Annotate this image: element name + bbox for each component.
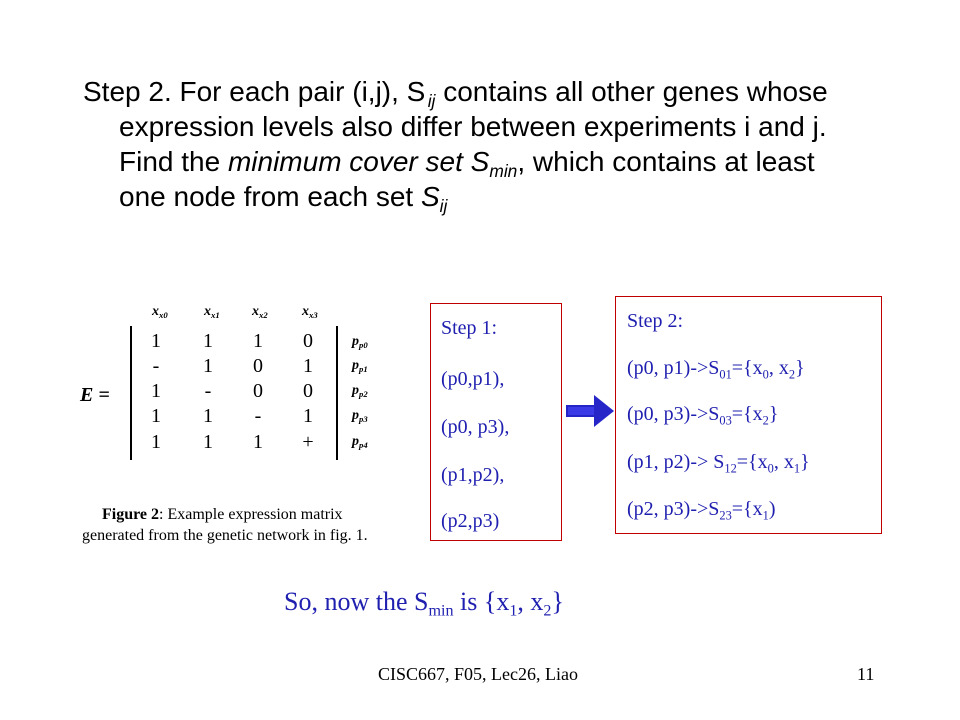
step2-subscript: 2 bbox=[762, 413, 769, 428]
step2-subscript: 03 bbox=[719, 413, 732, 428]
step2-subscript: 01 bbox=[719, 367, 732, 382]
matrix-cell: 1 bbox=[303, 405, 313, 427]
row-label-sub: p1 bbox=[359, 364, 368, 375]
step2-subscript: 12 bbox=[724, 461, 737, 476]
matrix-cell: + bbox=[302, 431, 314, 453]
heading-text: contains all other genes whose bbox=[435, 76, 828, 107]
step2-text: ={x bbox=[736, 451, 768, 473]
step2-subscript: 1 bbox=[793, 461, 801, 476]
step2-text: (p0, p1)->S bbox=[627, 357, 720, 379]
matrix-cell: 1 bbox=[203, 405, 213, 427]
row-label-sub: p3 bbox=[359, 414, 368, 425]
matrix-cell: - bbox=[204, 380, 212, 402]
conclusion-part: } bbox=[551, 587, 564, 616]
heading-line-2 bbox=[83, 109, 883, 144]
step2-text: ={x bbox=[731, 403, 763, 425]
row-label: $p_{p4}$ bbox=[352, 434, 368, 451]
matrix-cell: 1 bbox=[253, 330, 263, 352]
step2-text: (p2, p3)->S bbox=[627, 498, 720, 520]
heading-subscript: ij bbox=[439, 196, 448, 217]
step2-row bbox=[627, 357, 805, 380]
step2-text: ) bbox=[768, 498, 776, 520]
heading-text: Find the bbox=[119, 146, 228, 177]
matrix-right-bar bbox=[336, 326, 338, 460]
column-header: $x_{x3}$ bbox=[302, 304, 318, 321]
step2-text: (p0, p3)->S bbox=[627, 403, 720, 425]
step1-item: (p2,p3) bbox=[441, 510, 500, 532]
row-label: $p_{p3}$ bbox=[352, 408, 368, 425]
conclusion-part: is {x bbox=[453, 587, 510, 616]
conclusion-part: So, now the S bbox=[284, 587, 429, 616]
column-header: $x_{x1}$ bbox=[204, 304, 220, 321]
row-label-sub: p2 bbox=[359, 389, 368, 400]
matrix-left-bar bbox=[130, 326, 132, 460]
step1-item: (p1,p2), bbox=[441, 464, 505, 486]
row-label-sub: p0 bbox=[359, 340, 368, 351]
step2-box bbox=[615, 296, 882, 534]
step2-text: , x bbox=[773, 451, 794, 473]
step2-text: } bbox=[795, 357, 805, 379]
footer-page-number: 11 bbox=[857, 664, 875, 684]
slide-heading bbox=[83, 74, 883, 217]
matrix-cell: 1 bbox=[253, 431, 263, 453]
matrix-cell: 1 bbox=[151, 380, 161, 402]
heading-line-4 bbox=[83, 179, 883, 217]
matrix-cell: 1 bbox=[303, 355, 313, 377]
step2-subscript: 0 bbox=[762, 367, 769, 382]
heading-line-3 bbox=[83, 144, 883, 182]
matrix-cell: 1 bbox=[151, 405, 161, 427]
step2-subscript: 23 bbox=[719, 508, 732, 523]
row-label: $p_{p1}$ bbox=[352, 358, 368, 375]
matrix-cell: 0 bbox=[253, 355, 263, 377]
matrix-cell: 1 bbox=[203, 355, 213, 377]
step2-text: , x bbox=[768, 357, 789, 379]
column-header: $x_{x0}$ bbox=[152, 304, 168, 321]
expression-matrix-figure bbox=[80, 300, 380, 550]
step2-text: ={x bbox=[731, 357, 763, 379]
step2-text: ={x bbox=[731, 498, 763, 520]
matrix-cell: 0 bbox=[303, 330, 313, 352]
heading-text: , which contains at least bbox=[517, 146, 815, 177]
step2-text: } bbox=[768, 403, 779, 425]
column-header: $x_{x2}$ bbox=[252, 304, 268, 321]
column-header-sub: x1 bbox=[211, 310, 220, 321]
column-header-sub: x2 bbox=[259, 310, 268, 321]
row-label: $p_{p0}$ bbox=[352, 334, 368, 351]
step2-row bbox=[627, 451, 810, 474]
conclusion-sub: 2 bbox=[543, 602, 552, 620]
conclusion-sub: 1 bbox=[509, 602, 518, 620]
step2-text: } bbox=[800, 451, 810, 473]
step2-subscript: 1 bbox=[762, 508, 769, 523]
caption-bold: Figure 2 bbox=[102, 506, 160, 523]
conclusion-part: , x bbox=[517, 587, 544, 616]
heading-text: expression levels also differ between experiments i and j. bbox=[119, 111, 827, 142]
step1-box bbox=[430, 303, 562, 541]
step2-subscript: 2 bbox=[788, 367, 796, 382]
row-label-sub: p4 bbox=[359, 440, 368, 451]
step1-title: Step 1: bbox=[441, 317, 498, 339]
step2-title: Step 2: bbox=[627, 310, 684, 332]
matrix-cell: 1 bbox=[151, 431, 161, 453]
step2-row bbox=[627, 498, 776, 521]
matrix-cell: 0 bbox=[303, 380, 313, 402]
footer-course: CISC667, F05, Lec26, Liao bbox=[378, 664, 578, 684]
heading-text: one node from each set bbox=[119, 181, 421, 212]
heading-line-1 bbox=[83, 74, 883, 112]
step2-subscript: 0 bbox=[767, 461, 774, 476]
heading-subscript: ij bbox=[427, 91, 436, 112]
caption-text: : Example expression matrix bbox=[159, 506, 343, 523]
matrix-cell: - bbox=[254, 405, 262, 427]
heading-subscript: min bbox=[489, 161, 518, 182]
caption-text: generated from the genetic network in fig. 1. bbox=[82, 527, 368, 544]
right-arrow-icon bbox=[566, 395, 614, 427]
conclusion-text bbox=[284, 587, 564, 620]
row-label: $p_{p2}$ bbox=[352, 383, 368, 400]
step2-text: (p1, p2)-> S bbox=[627, 451, 725, 473]
figure-caption bbox=[82, 504, 368, 546]
heading-italic: minimum cover set S bbox=[227, 146, 490, 177]
matrix-cell: 0 bbox=[253, 380, 263, 402]
matrix-cell: 1 bbox=[151, 330, 161, 352]
matrix-cell: 1 bbox=[203, 431, 213, 453]
heading-text: Step 2. For each pair (i,j), S bbox=[83, 76, 426, 107]
matrix-cell: - bbox=[152, 355, 160, 377]
column-header-sub: x3 bbox=[309, 310, 318, 321]
conclusion-sub: min bbox=[428, 602, 454, 620]
matrix-label: E = bbox=[80, 384, 110, 406]
column-header-sub: x0 bbox=[159, 310, 168, 321]
matrix-cell: 1 bbox=[203, 330, 213, 352]
step1-item: (p0,p1), bbox=[441, 368, 505, 390]
step2-row bbox=[627, 403, 778, 426]
step1-item: (p0, p3), bbox=[441, 416, 510, 438]
heading-italic: S bbox=[420, 181, 440, 212]
